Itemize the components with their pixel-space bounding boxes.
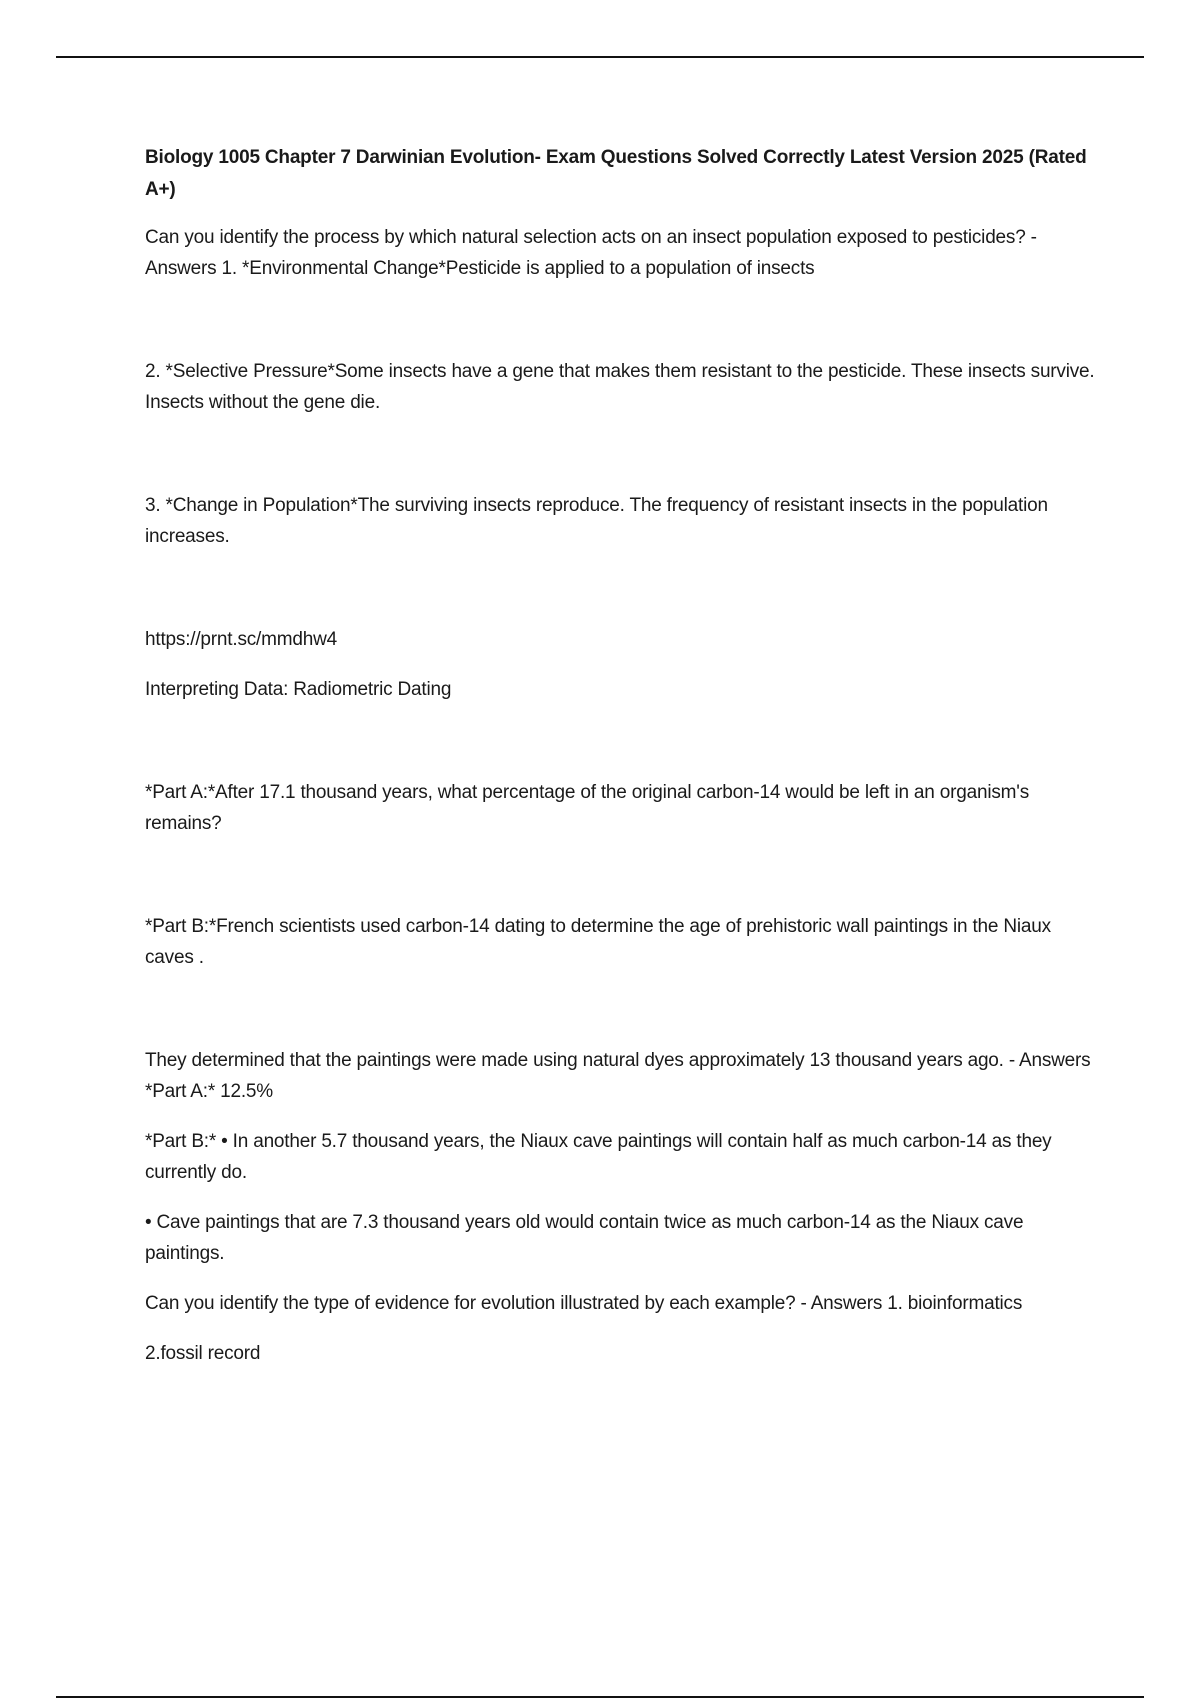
footer-rule	[56, 1696, 1144, 1698]
paragraph-fossil-record: 2.fossil record	[145, 1343, 261, 1364]
paragraph-change-in-population: 3. *Change in Population*The surviving insects reproduce. The frequency of resistant insects in the population increases.	[145, 495, 1048, 547]
paragraph-answers-part-b-bullet-1: *Part B:* • In another 5.7 thousand years, the Niaux cave paintings will contain half as much carbon-14 as they currently do.	[145, 1131, 1052, 1183]
paragraph-answers-part-a: They determined that the paintings were made using natural dyes approximately 13 thousand years ago. - Answers *Part A:* 12.5%	[145, 1050, 1091, 1102]
paragraph-selective-pressure: 2. *Selective Pressure*Some insects have a gene that makes them resistant to the pesticide. These insects survive. Insects without the gene die.	[145, 361, 1095, 413]
document-title: Biology 1005 Chapter 7 Darwinian Evolution- Exam Questions Solved Correctly Latest Version 2025 (Rated A+)	[145, 147, 1087, 200]
header-rule	[56, 56, 1144, 58]
paragraph-part-a-question: *Part A:*After 17.1 thousand years, what percentage of the original carbon-14 would be left in an organism's remains?	[145, 782, 1030, 834]
paragraph-question-evidence: Can you identify the type of evidence for evolution illustrated by each example? - Answers 1. bioinformatics	[145, 1293, 1023, 1314]
paragraph-question-natural-selection: Can you identify the process by which natural selection acts on an insect population exposed to pesticides? - Answers 1. *Environmental Change*Pesticide is applied to a population of insects	[145, 227, 1037, 279]
paragraph-interpreting-data: Interpreting Data: Radiometric Dating	[145, 679, 452, 700]
paragraph-part-b-question: *Part B:*French scientists used carbon-14 dating to determine the age of prehistoric wall paintings in the Niaux caves .	[145, 916, 1051, 968]
document-body	[145, 142, 1095, 1369]
paragraph-link: https://prnt.sc/mmdhw4	[145, 629, 338, 650]
paragraph-answers-part-b-bullet-2: • Cave paintings that are 7.3 thousand years old would contain twice as much carbon-14 as the Niaux cave paintings.	[145, 1212, 1024, 1264]
